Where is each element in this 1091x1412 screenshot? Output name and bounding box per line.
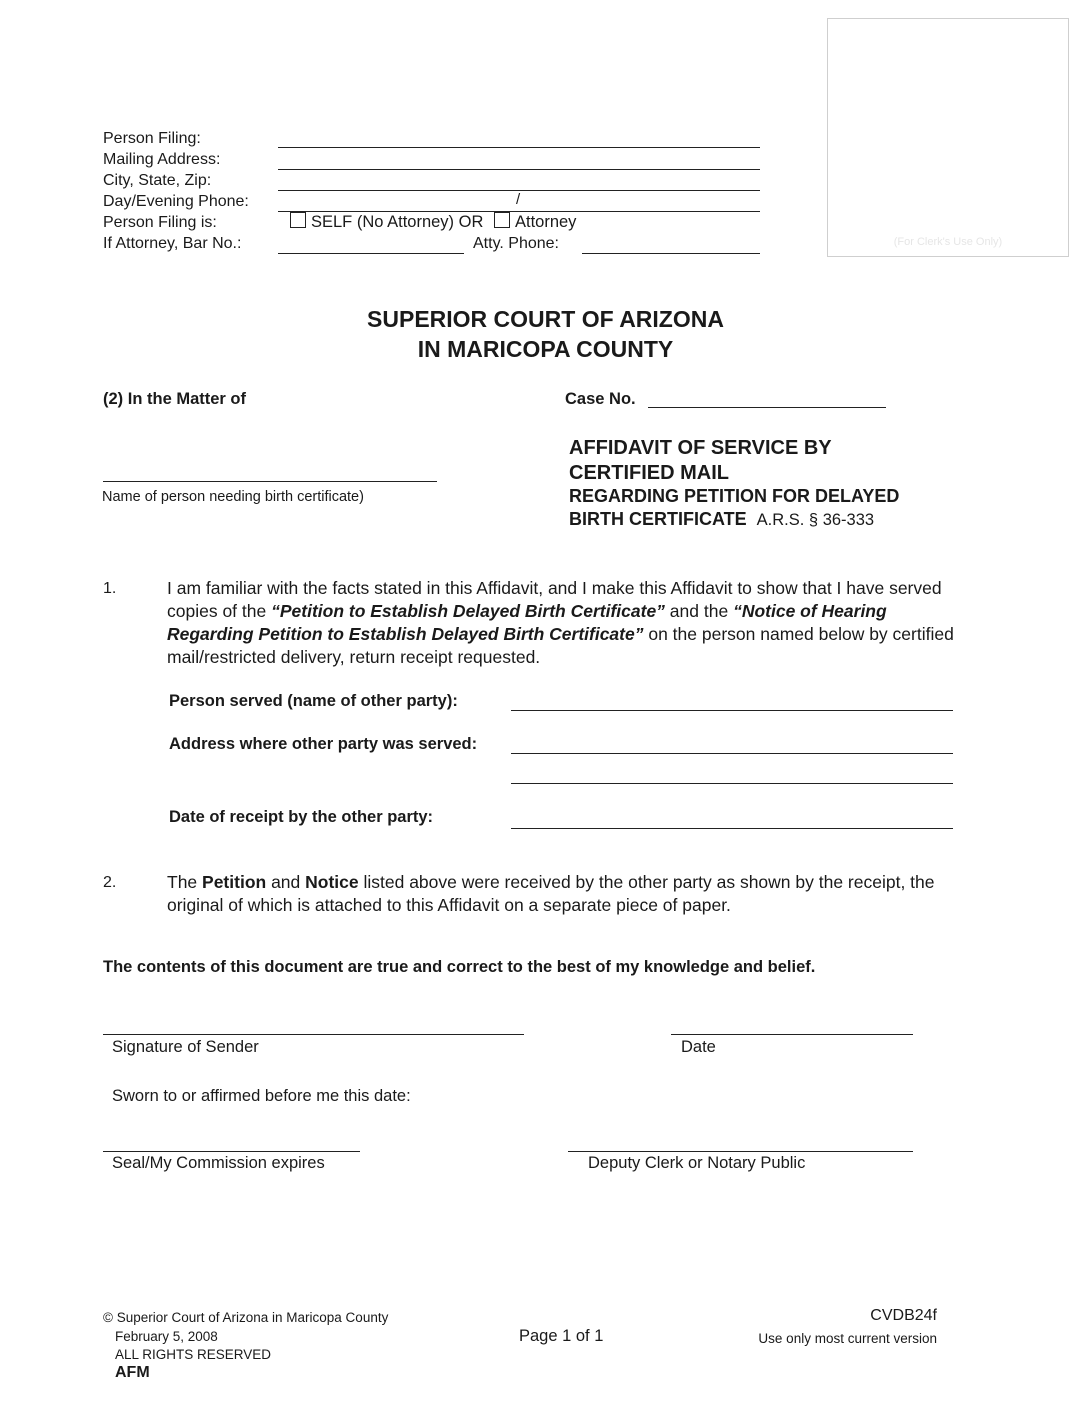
city-state-zip-label: City, State, Zip:: [103, 172, 212, 189]
doc-title-line4: [569, 508, 874, 532]
seal-label: Seal/My Commission expires: [112, 1154, 325, 1172]
declaration-text: The contents of this document are true and correct to the best of my knowledge and belief.: [103, 958, 816, 976]
doc-title-line4-bold: BIRTH CERTIFICATE: [569, 509, 747, 529]
atty-phone-line[interactable]: [582, 253, 760, 254]
address-served-line-2[interactable]: [511, 783, 953, 784]
para2-text: [167, 871, 989, 917]
court-title-line2: IN MARICOPA COUNTY: [417, 336, 674, 362]
footer-date: February 5, 2008: [115, 1329, 218, 1344]
version-note: Use only most current version: [758, 1331, 937, 1346]
clerk-line[interactable]: [568, 1151, 913, 1152]
clerk-label: Deputy Clerk or Notary Public: [588, 1154, 806, 1172]
para1-t3: on the person named below by certified mail/restricted delivery, return receipt requested.: [167, 624, 954, 667]
doc-title-line1: AFFIDAVIT OF SERVICE BY: [569, 437, 832, 459]
mailing-address-line[interactable]: [278, 169, 760, 170]
person-served-line[interactable]: [511, 710, 953, 711]
form-id: CVDB24f: [870, 1307, 937, 1324]
case-no-label: Case No.: [565, 390, 636, 408]
date-receipt-line[interactable]: [511, 828, 953, 829]
attorney-option-label: Attorney: [514, 213, 577, 231]
sworn-label: Sworn to or affirmed before me this date:: [112, 1087, 411, 1105]
matter-name-line[interactable]: [103, 481, 437, 482]
para1-number: 1.: [103, 580, 117, 597]
para2-petition: Petition: [202, 872, 267, 892]
sender-signature-line[interactable]: [103, 1034, 524, 1035]
attorney-checkbox[interactable]: [494, 212, 510, 228]
para1-t1: I am familiar with the facts stated in this Affidavit, and I make this Affidavit to show that I have served copies of the: [167, 578, 942, 621]
footer-copyright: © Superior Court of Arizona in Maricopa County: [103, 1310, 389, 1325]
atty-phone-label: Atty. Phone:: [473, 235, 559, 252]
sender-signature-label: Signature of Sender: [112, 1038, 259, 1056]
court-title-line1: SUPERIOR COURT OF ARIZONA: [367, 306, 724, 332]
seal-line[interactable]: [103, 1151, 360, 1152]
bar-no-label: If Attorney, Bar No.:: [103, 235, 242, 252]
in-matter-of-label: (2) In the Matter of: [103, 390, 246, 408]
date-line[interactable]: [671, 1034, 913, 1035]
address-served-label: Address where other party was served:: [169, 735, 478, 753]
para2-number: 2.: [103, 874, 117, 891]
para1-t2: and the: [664, 601, 734, 621]
mailing-address-label: Mailing Address:: [103, 151, 221, 168]
para1-text: [167, 577, 972, 669]
person-filing-is-label: Person Filing is:: [103, 214, 217, 231]
clerk-use-box: [827, 18, 1069, 257]
date-receipt-label: Date of receipt by the other party:: [169, 808, 434, 826]
bar-no-line[interactable]: [278, 253, 464, 254]
date-label: Date: [681, 1038, 716, 1056]
person-filing-line[interactable]: [278, 147, 760, 148]
person-served-label: Person served (name of other party):: [169, 692, 458, 710]
phone-separator: /: [516, 191, 521, 208]
para2-notice: Notice: [305, 872, 359, 892]
phone-label: Day/Evening Phone:: [103, 193, 249, 210]
statute-reference: A.R.S. § 36-333: [756, 511, 875, 529]
footer-rights: ALL RIGHTS RESERVED: [115, 1347, 272, 1362]
footer-code: AFM: [115, 1364, 150, 1381]
doc-title-line3: REGARDING PETITION FOR DELAYED: [569, 486, 900, 506]
page-number: Page 1 of 1: [519, 1327, 604, 1345]
person-filing-label: Person Filing:: [103, 130, 201, 147]
self-checkbox[interactable]: [290, 212, 306, 228]
matter-name-caption: Name of person needing birth certificate): [102, 489, 364, 505]
para1-petition-title: “Petition to Establish Delayed Birth Certificate”: [271, 601, 665, 621]
doc-title-line2: CERTIFIED MAIL: [569, 462, 729, 484]
para2-t1: The: [167, 872, 203, 892]
case-no-line[interactable]: [648, 407, 886, 408]
self-option-label: SELF (No Attorney) OR: [311, 213, 484, 231]
para2-t3: listed above were received by the other party as shown by the receipt, the original of which is attached to this Affidavit on a separate piece of paper.: [167, 872, 935, 915]
filing-type-options: [290, 212, 576, 233]
para2-t2: and: [266, 872, 306, 892]
clerk-use-text: (For Clerk's Use Only): [893, 236, 1003, 248]
para1-notice-title: “Notice of Hearing Regarding Petition to Establish Delayed Birth Certificate”: [167, 601, 887, 644]
address-served-line[interactable]: [511, 753, 953, 754]
